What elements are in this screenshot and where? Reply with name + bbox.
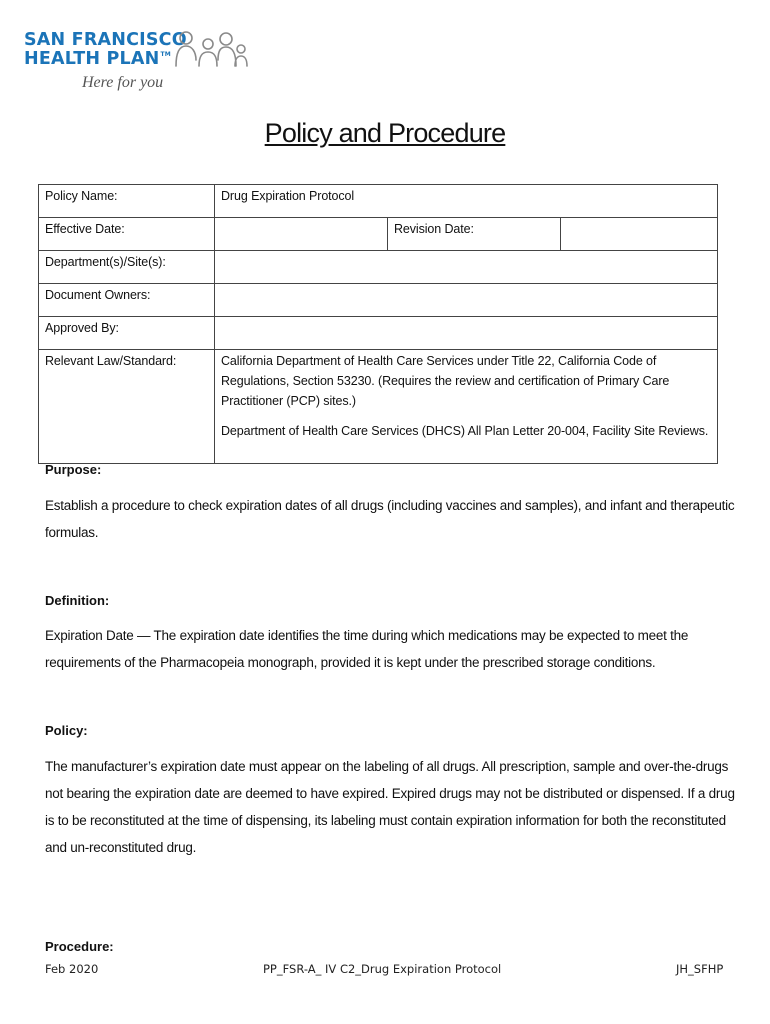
table-row [39,251,718,284]
definition-text: Expiration Date — The expiration date identifies the time during which medications may be expected to meet the requirements of the Pharmacopeia monograph, provided it is kept under the prescribed storage conditions. [45,628,689,670]
family-figures-icon [172,30,248,70]
policy-name-value: Drug Expiration Protocol [215,185,718,218]
effective-date-value [215,218,388,251]
footer-document-id: PP_FSR-A_ IV C2_Drug Expiration Protocol [263,962,502,976]
purpose-heading: Purpose: [45,462,102,477]
document-owners-value [215,284,718,317]
policy-info-table [38,184,718,464]
policy-heading: Policy: [45,723,88,738]
relevant-law-label: Relevant Law/Standard: [39,350,215,464]
procedure-heading: Procedure: [45,939,114,954]
trademark-mark: TM [160,51,171,58]
logo-name-line1: SAN FRANCISCO [24,30,187,50]
relevant-law-value [215,350,718,464]
revision-date-label: Revision Date: [388,218,561,251]
approved-by-value [215,317,718,350]
revision-date-value [561,218,718,251]
table-row [39,350,718,464]
sfhp-logo [24,30,254,96]
logo-name-line2: HEALTH PLAN™ [24,49,171,69]
effective-date-label: Effective Date: [39,218,215,251]
logo-tagline: Here for you [82,74,164,91]
policy-name-label: Policy Name: [39,185,215,218]
approved-by-label: Approved By: [39,317,215,350]
definition-heading: Definition: [45,593,110,608]
footer-date: Feb 2020 [45,962,99,976]
footer-author: JH_SFHP [676,962,724,976]
relevant-law-paragraph: California Department of Health Care Services under Title 22, California Code of Regulations, Section 53230. (Requires the review and certification of Primary Care Practitioner (PCP) sites.) [221,354,670,408]
table-row [39,218,718,251]
policy-text: The manufacturer’s expiration date must appear on the labeling of all drugs. All prescription, sample and over-the-drugs not bearing the expiration date are deemed to have expired. Expired drugs may not be distributed or dispensed. If a drug is to be reconstituted at the time of dispensing, its labeling must contain expiration information for both the reconstituted and un-reconstituted drug. [45,759,735,855]
purpose-text: Establish a procedure to check expiration dates of all drugs (including vaccines and samples), and infant and therapeutic formulas. [45,498,735,540]
page-title: Policy and Procedure [264,118,506,148]
table-row [39,317,718,350]
relevant-law-paragraph: Department of Health Care Services (DHCS) All Plan Letter 20-004, Facility Site Reviews. [221,424,709,438]
table-row [39,284,718,317]
document-owners-label: Document Owners: [39,284,215,317]
departments-value [215,251,718,284]
table-row [39,185,718,218]
departments-label: Department(s)/Site(s): [39,251,215,284]
